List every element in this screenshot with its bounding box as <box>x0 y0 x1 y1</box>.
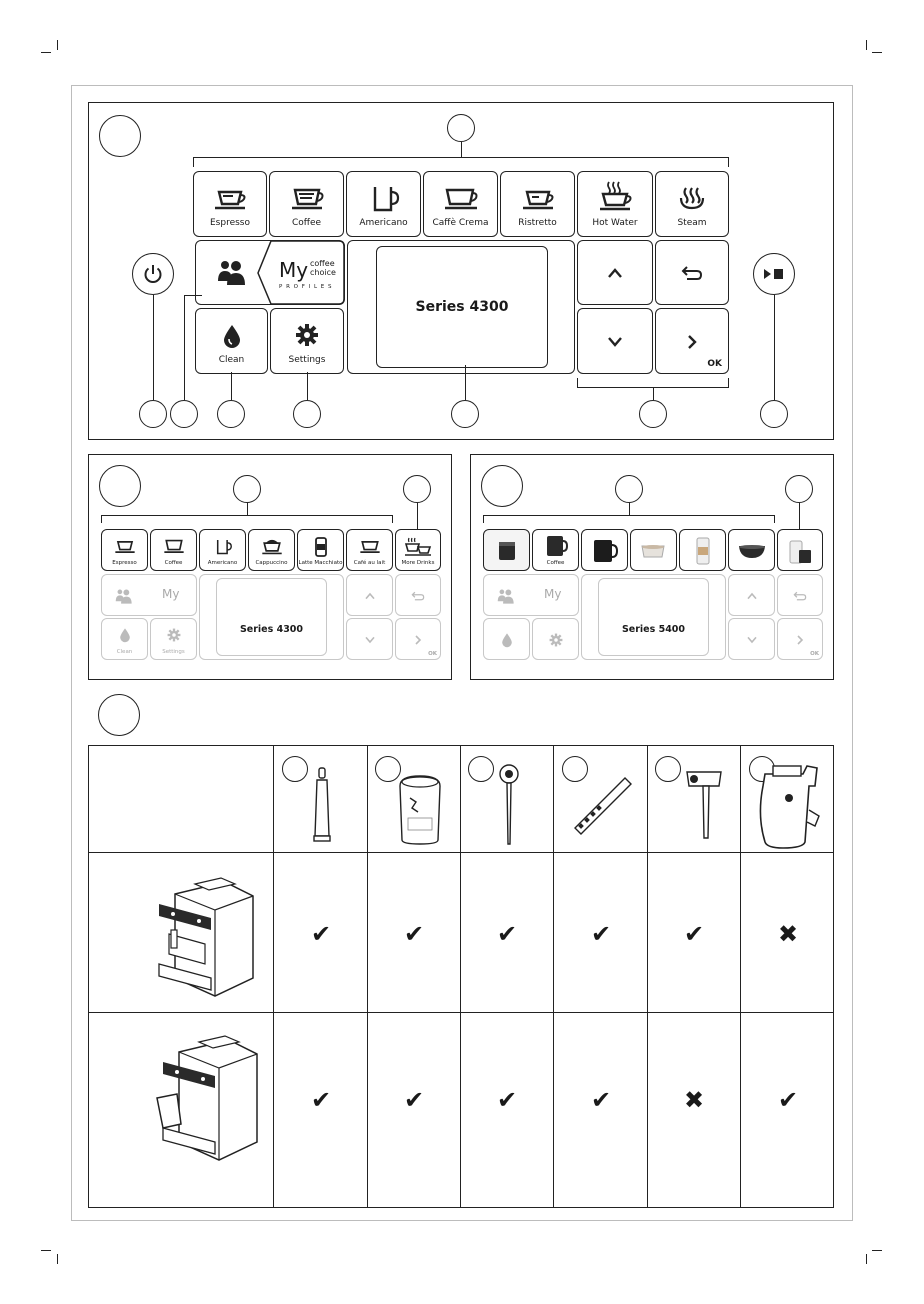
caffe-crema-label: Caffè Crema <box>432 218 489 228</box>
mark-row1-col5: ✔ <box>683 920 705 948</box>
back-arrow-icon <box>793 591 807 601</box>
b-americano-label: Americano <box>207 560 238 566</box>
back-key[interactable] <box>655 240 729 305</box>
hot-water-label: Hot Water <box>592 218 638 228</box>
b-cappuccino-label: Cappuccino <box>255 560 288 566</box>
coffee-cup-icon <box>163 538 185 556</box>
mark-row2-col2: ✔ <box>403 1086 425 1114</box>
start-stop-button[interactable] <box>753 253 795 295</box>
b-espresso-label: Espresso <box>112 560 137 566</box>
mark-row2-col1: ✔ <box>310 1086 332 1114</box>
callout-b-more-drinks <box>403 475 431 503</box>
power-button[interactable] <box>132 253 174 295</box>
down-key[interactable] <box>577 308 653 374</box>
play-stop-icon <box>762 267 786 281</box>
b-clean-key[interactable] <box>101 618 148 660</box>
c-cafe-au-lait-key[interactable] <box>728 529 775 571</box>
hot-water-key[interactable] <box>577 171 653 237</box>
users-icon <box>496 587 516 605</box>
cafe-au-lait-cup-icon <box>359 538 381 556</box>
back-arrow-icon <box>681 265 703 281</box>
callout-col-1 <box>282 756 308 782</box>
mark-row1-col2: ✔ <box>403 920 425 948</box>
callout-drink-keys <box>447 114 475 142</box>
mug-icon <box>213 537 233 557</box>
chevron-up-icon <box>746 592 758 600</box>
cappuccino-cup-icon <box>261 537 283 557</box>
panel-a-callout <box>99 115 141 157</box>
measuring-scoop-icon <box>494 762 524 848</box>
settings-key[interactable] <box>270 308 344 374</box>
coffee-cup-icon <box>290 186 324 214</box>
chevron-up-icon <box>606 267 624 279</box>
b-display-series-text: Series 4300 <box>239 624 304 635</box>
c-profiles-user-key[interactable] <box>483 574 579 616</box>
display-series-text: Series 4300 <box>415 299 509 315</box>
c-coffee-key[interactable] <box>532 529 579 571</box>
grease-tube-icon <box>307 766 337 846</box>
steam-label: Steam <box>677 218 707 228</box>
settings-label: Settings <box>288 355 326 365</box>
panel-a-control-panel <box>88 102 834 440</box>
latte-glass-icon <box>314 536 328 558</box>
b-settings-key[interactable] <box>150 618 197 660</box>
espresso-label: Espresso <box>209 218 250 228</box>
c-more-drinks-key[interactable] <box>777 529 823 571</box>
b-more-drinks-label: More Drinks <box>401 560 435 566</box>
steam-icon <box>677 184 707 212</box>
choice-logo-text: choice <box>310 268 336 277</box>
b-coffee-key[interactable] <box>150 529 197 571</box>
display-frame <box>347 240 575 374</box>
cappuccino-cup-photo-icon <box>640 544 668 560</box>
b-back-key[interactable] <box>395 574 441 616</box>
b-ok-label: OK <box>428 651 437 657</box>
clean-label: Clean <box>218 355 245 365</box>
c-coffee-label: Coffee <box>546 560 565 566</box>
c-espresso-key[interactable] <box>483 529 530 571</box>
mark-row2-col4: ✔ <box>590 1086 612 1114</box>
b-more-drinks-key[interactable] <box>395 529 441 571</box>
callout-col-3 <box>468 756 494 782</box>
gear-icon <box>167 628 181 642</box>
c-down-key[interactable] <box>728 618 775 660</box>
section-d-callout <box>98 694 140 736</box>
chevron-down-icon <box>364 636 376 644</box>
ristretto-key[interactable] <box>500 171 575 237</box>
water-hardness-strip-icon <box>567 772 637 842</box>
b-latte-macchiato-label: Latte Macchiato <box>298 560 343 566</box>
mark-row1-col1: ✔ <box>310 920 332 948</box>
americano-label: Americano <box>359 218 408 228</box>
americano-mug-icon <box>592 539 618 563</box>
crema-cup-icon <box>443 186 479 214</box>
c-clean-key[interactable] <box>483 618 530 660</box>
mark-row1-col4: ✔ <box>590 920 612 948</box>
ristretto-cup-icon <box>521 186 555 214</box>
c-back-key[interactable] <box>777 574 823 616</box>
callout-profiles <box>170 400 198 428</box>
up-key[interactable] <box>577 240 653 305</box>
milk-frother-icon <box>679 764 729 844</box>
panel-b-callout <box>99 465 141 507</box>
my-logo-text: My <box>279 258 309 282</box>
display-screen <box>376 246 548 368</box>
b-settings-label: Settings <box>162 649 185 655</box>
b-espresso-key[interactable] <box>101 529 148 571</box>
panel-b-control-panel <box>88 454 452 680</box>
users-icon <box>114 587 134 605</box>
caffe-crema-key[interactable] <box>423 171 498 237</box>
b-coffee-label: Coffee <box>164 560 183 566</box>
callout-clean <box>217 400 245 428</box>
ristretto-label: Ristretto <box>518 218 557 228</box>
mark-row2-col3: ✔ <box>496 1086 518 1114</box>
users-icon <box>215 257 249 287</box>
mark-row2-col6: ✔ <box>777 1086 799 1114</box>
b-profiles-logo: My <box>162 587 180 601</box>
callout-power <box>139 400 167 428</box>
b-up-key[interactable] <box>346 574 393 616</box>
callout-start-stop <box>760 400 788 428</box>
b-latte-macchiato-key[interactable] <box>297 529 344 571</box>
callout-c-drink-keys <box>615 475 643 503</box>
espresso-cup-icon <box>114 538 136 556</box>
c-ok-key[interactable] <box>777 618 823 660</box>
b-cappuccino-key[interactable] <box>248 529 295 571</box>
steam-key[interactable] <box>655 171 729 237</box>
coffee-logo-text: coffee <box>310 259 335 268</box>
water-filter-icon <box>392 768 448 848</box>
mug-icon <box>367 184 401 214</box>
coffee-glass-icon <box>544 535 568 557</box>
c-display-screen <box>598 578 709 656</box>
chevron-right-icon <box>414 634 422 646</box>
b-ok-key[interactable] <box>395 618 441 660</box>
b-display-screen <box>216 578 327 656</box>
latte-glass-photo-icon <box>695 537 711 565</box>
americano-key[interactable] <box>346 171 421 237</box>
chevron-right-icon <box>796 634 804 646</box>
machine-with-frother-icon <box>155 874 263 1004</box>
my-coffee-choice-profiles-button[interactable] <box>257 240 345 305</box>
accessory-compatibility-table <box>88 745 834 1208</box>
espresso-key[interactable] <box>193 171 267 237</box>
more-drinks-photo-icon <box>787 540 813 564</box>
ok-key[interactable] <box>655 308 729 374</box>
ok-label: OK <box>707 359 722 369</box>
b-profiles-user-key[interactable] <box>101 574 197 616</box>
panel-c-callout <box>481 465 523 507</box>
profiles-logo-text: P R O F I L E S <box>279 284 333 290</box>
panel-c-control-panel <box>470 454 834 680</box>
drop-icon <box>119 627 131 643</box>
c-latte-macchiato-key[interactable] <box>679 529 726 571</box>
cafe-au-lait-bowl-icon <box>737 544 767 560</box>
mark-row2-col5: ✖ <box>683 1086 705 1114</box>
callout-display <box>451 400 479 428</box>
b-clean-label: Clean <box>116 649 133 655</box>
c-display-frame <box>581 574 726 660</box>
b-cafe-au-lait-label: Café au lait <box>353 560 386 566</box>
chevron-up-icon <box>364 592 376 600</box>
mark-row1-col6: ✖ <box>777 920 799 948</box>
milk-carafe-icon <box>753 756 825 852</box>
chevron-right-icon <box>686 333 698 351</box>
chevron-down-icon <box>606 336 624 348</box>
b-cafe-au-lait-key[interactable] <box>346 529 393 571</box>
callout-settings <box>293 400 321 428</box>
b-display-frame <box>199 574 344 660</box>
callout-col-5 <box>655 756 681 782</box>
machine-with-carafe-icon <box>155 1032 263 1172</box>
more-drinks-icon <box>404 537 432 557</box>
c-settings-key[interactable] <box>532 618 579 660</box>
c-up-key[interactable] <box>728 574 775 616</box>
c-americano-key[interactable] <box>581 529 628 571</box>
hot-water-icon <box>598 180 632 212</box>
power-icon <box>142 263 164 285</box>
espresso-cup-icon <box>213 186 247 214</box>
c-display-series-text: Series 5400 <box>621 624 686 635</box>
callout-c-more-drinks <box>785 475 813 503</box>
callout-b-drink-keys <box>233 475 261 503</box>
clean-key[interactable] <box>195 308 268 374</box>
c-ok-label: OK <box>810 651 819 657</box>
c-cappuccino-key[interactable] <box>630 529 677 571</box>
gear-icon <box>549 633 563 647</box>
c-profiles-logo: My <box>544 587 562 601</box>
gear-icon <box>295 323 319 347</box>
chevron-down-icon <box>746 636 758 644</box>
b-americano-key[interactable] <box>199 529 246 571</box>
drop-icon <box>222 323 242 349</box>
mark-row1-col3: ✔ <box>496 920 518 948</box>
drop-icon <box>501 632 513 648</box>
b-down-key[interactable] <box>346 618 393 660</box>
coffee-label: Coffee <box>291 218 322 228</box>
back-arrow-icon <box>411 591 425 601</box>
callout-navigation <box>639 400 667 428</box>
coffee-key[interactable] <box>269 171 344 237</box>
espresso-glass-icon <box>498 541 516 561</box>
